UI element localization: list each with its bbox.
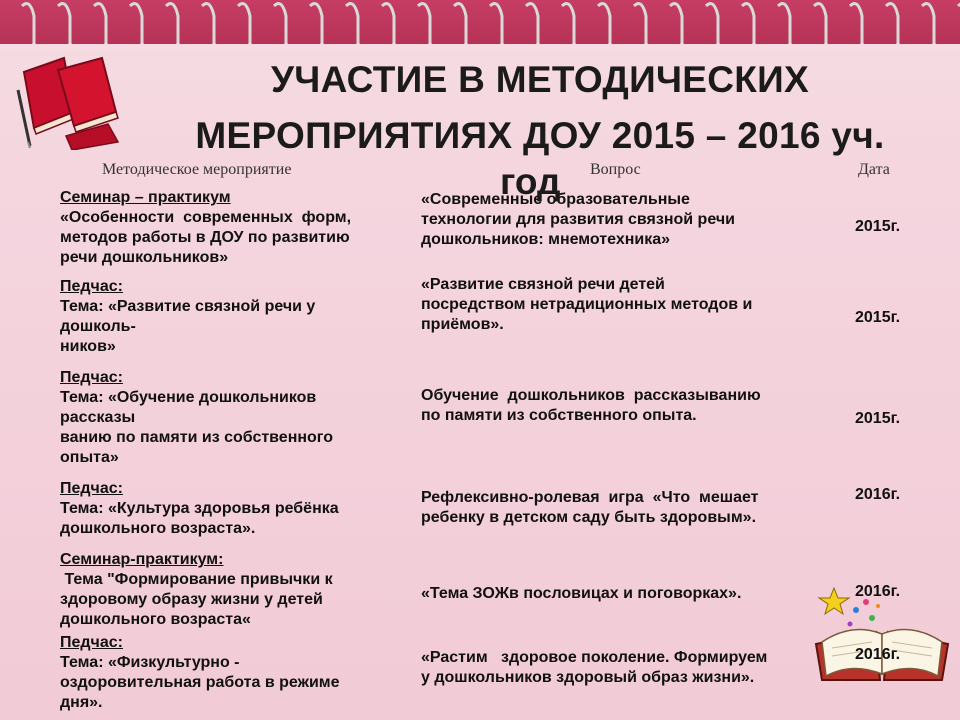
notebook-ring-icon (778, 4, 790, 44)
notebook-ring-icon (814, 4, 826, 44)
header-event: Методическое мероприятие (102, 161, 292, 178)
row-2-event (60, 277, 410, 357)
event-line: дошколь- (60, 318, 136, 335)
row-1-question (421, 190, 821, 250)
event-line: дошкольного возраста». (60, 520, 256, 537)
notebook-ring-icon (94, 4, 106, 44)
event-line: Тема "Формирование привычки к (60, 571, 333, 588)
row-3-date: 2015г. (855, 410, 901, 427)
notebook-ring-icon (886, 4, 898, 44)
notebook-ring-icon (670, 4, 682, 44)
red-books-icon (12, 50, 127, 150)
title-line-2: МЕРОПРИЯТИЯХ ДОУ 2015 – 2016 уч. (195, 115, 885, 156)
title-line-1: УЧАСТИЕ В МЕТОДИЧЕСКИХ (270, 59, 810, 100)
event-line: опыта» (60, 449, 119, 466)
row-2-date: 2015г. (855, 309, 901, 326)
notebook-ring-icon (598, 4, 610, 44)
notebook-ring-icon (22, 4, 34, 44)
notebook-ring-icon (130, 4, 142, 44)
event-type: Педчас: (60, 278, 123, 295)
event-type: Педчас: (60, 634, 123, 651)
notebook-ring-icon (166, 4, 178, 44)
notebook-ring-icon (742, 4, 754, 44)
event-line: методов работы в ДОУ по развитию (60, 229, 350, 246)
question-line: технологии для развития связной речи (421, 211, 735, 228)
notebook-ring-icon (634, 4, 646, 44)
row-3-question (421, 386, 831, 426)
notebook-ring-icon (850, 4, 862, 44)
question-line: «Растим здоровое поколение. Формируем (421, 649, 768, 666)
row-1-event (60, 188, 410, 268)
event-line: речи дошкольников» (60, 249, 229, 266)
row-6-question (421, 648, 831, 688)
question-line: «Современные образовательные (421, 191, 690, 208)
event-line: ванию по памяти из собственного (60, 429, 334, 446)
event-line: «Особенности современных форм, (60, 209, 352, 226)
row-6-event (60, 633, 410, 713)
notebook-ring-icon (454, 4, 466, 44)
notebook-ring-icon (490, 4, 502, 44)
notebook-ring-icon (274, 4, 286, 44)
row-5-event (60, 550, 410, 630)
question-line: посредством нетрадиционных методов и (421, 296, 753, 313)
page-title (130, 52, 950, 164)
event-type: Педчас: (60, 369, 123, 386)
notebook-ring-icon (418, 4, 430, 44)
row-3-event (60, 368, 410, 468)
event-line: Тема: «Обучение дошкольников (60, 389, 317, 406)
notebook-ring-icon (238, 4, 250, 44)
event-line: дня». (60, 694, 103, 711)
notebook-ring-icon (310, 4, 322, 44)
event-type: Семинар-практикум: (60, 551, 224, 568)
event-line: рассказы (60, 409, 136, 426)
event-line: Тема: «Развитие связной речи у (60, 298, 316, 315)
notebook-ring-icon (526, 4, 538, 44)
notebook-ring-icon (922, 4, 934, 44)
notebook-ring-icon (706, 4, 718, 44)
question-line: по памяти из собственного опыта. (421, 407, 697, 424)
question-line: у дошкольников здоровый образ жизни». (421, 669, 755, 686)
title-line-3: год (500, 161, 561, 202)
row-5-question (421, 584, 831, 604)
notebook-ring-icon (202, 4, 214, 44)
event-line: Тема: «Физкультурно - (60, 654, 240, 671)
question-line: ребенку в детском саду быть здоровым». (421, 509, 757, 526)
row-5-date: 2016г. (855, 583, 901, 600)
question-line: Обучение дошкольников рассказыванию (421, 387, 761, 404)
row-4-date: 2016г. (855, 486, 901, 503)
event-line: оздоровительная работа в режиме (60, 674, 340, 691)
event-line: здоровому образу жизни у детей (60, 591, 323, 608)
event-type: Педчас: (60, 480, 123, 497)
question-line: «Развитие связной речи детей (421, 276, 665, 293)
header-question: Вопрос (590, 161, 641, 178)
question-line: дошкольников: мнемотехника» (421, 231, 671, 248)
row-4-event (60, 479, 410, 539)
event-line: ников» (60, 338, 116, 355)
question-line: Рефлексивно-ролевая игра «Что мешает (421, 489, 759, 506)
event-line: дошкольного возраста« (60, 611, 251, 628)
row-2-question (421, 275, 821, 335)
question-line: приёмов». (421, 316, 504, 333)
event-line: Тема: «Культура здоровья ребёнка (60, 500, 339, 517)
notebook-ring-icon (346, 4, 358, 44)
notebook-ring-icon (562, 4, 574, 44)
row-4-question (421, 488, 831, 528)
question-line: «Тема ЗОЖв пословицах и поговорках». (421, 585, 742, 602)
row-1-date: 2015г. (855, 218, 901, 235)
notebook-ring-icon (58, 4, 70, 44)
header-date: Дата (858, 161, 890, 178)
event-type: Семинар – практикум (60, 189, 231, 206)
notebook-ring-icon (382, 4, 394, 44)
row-6-date: 2016г. (855, 646, 901, 663)
